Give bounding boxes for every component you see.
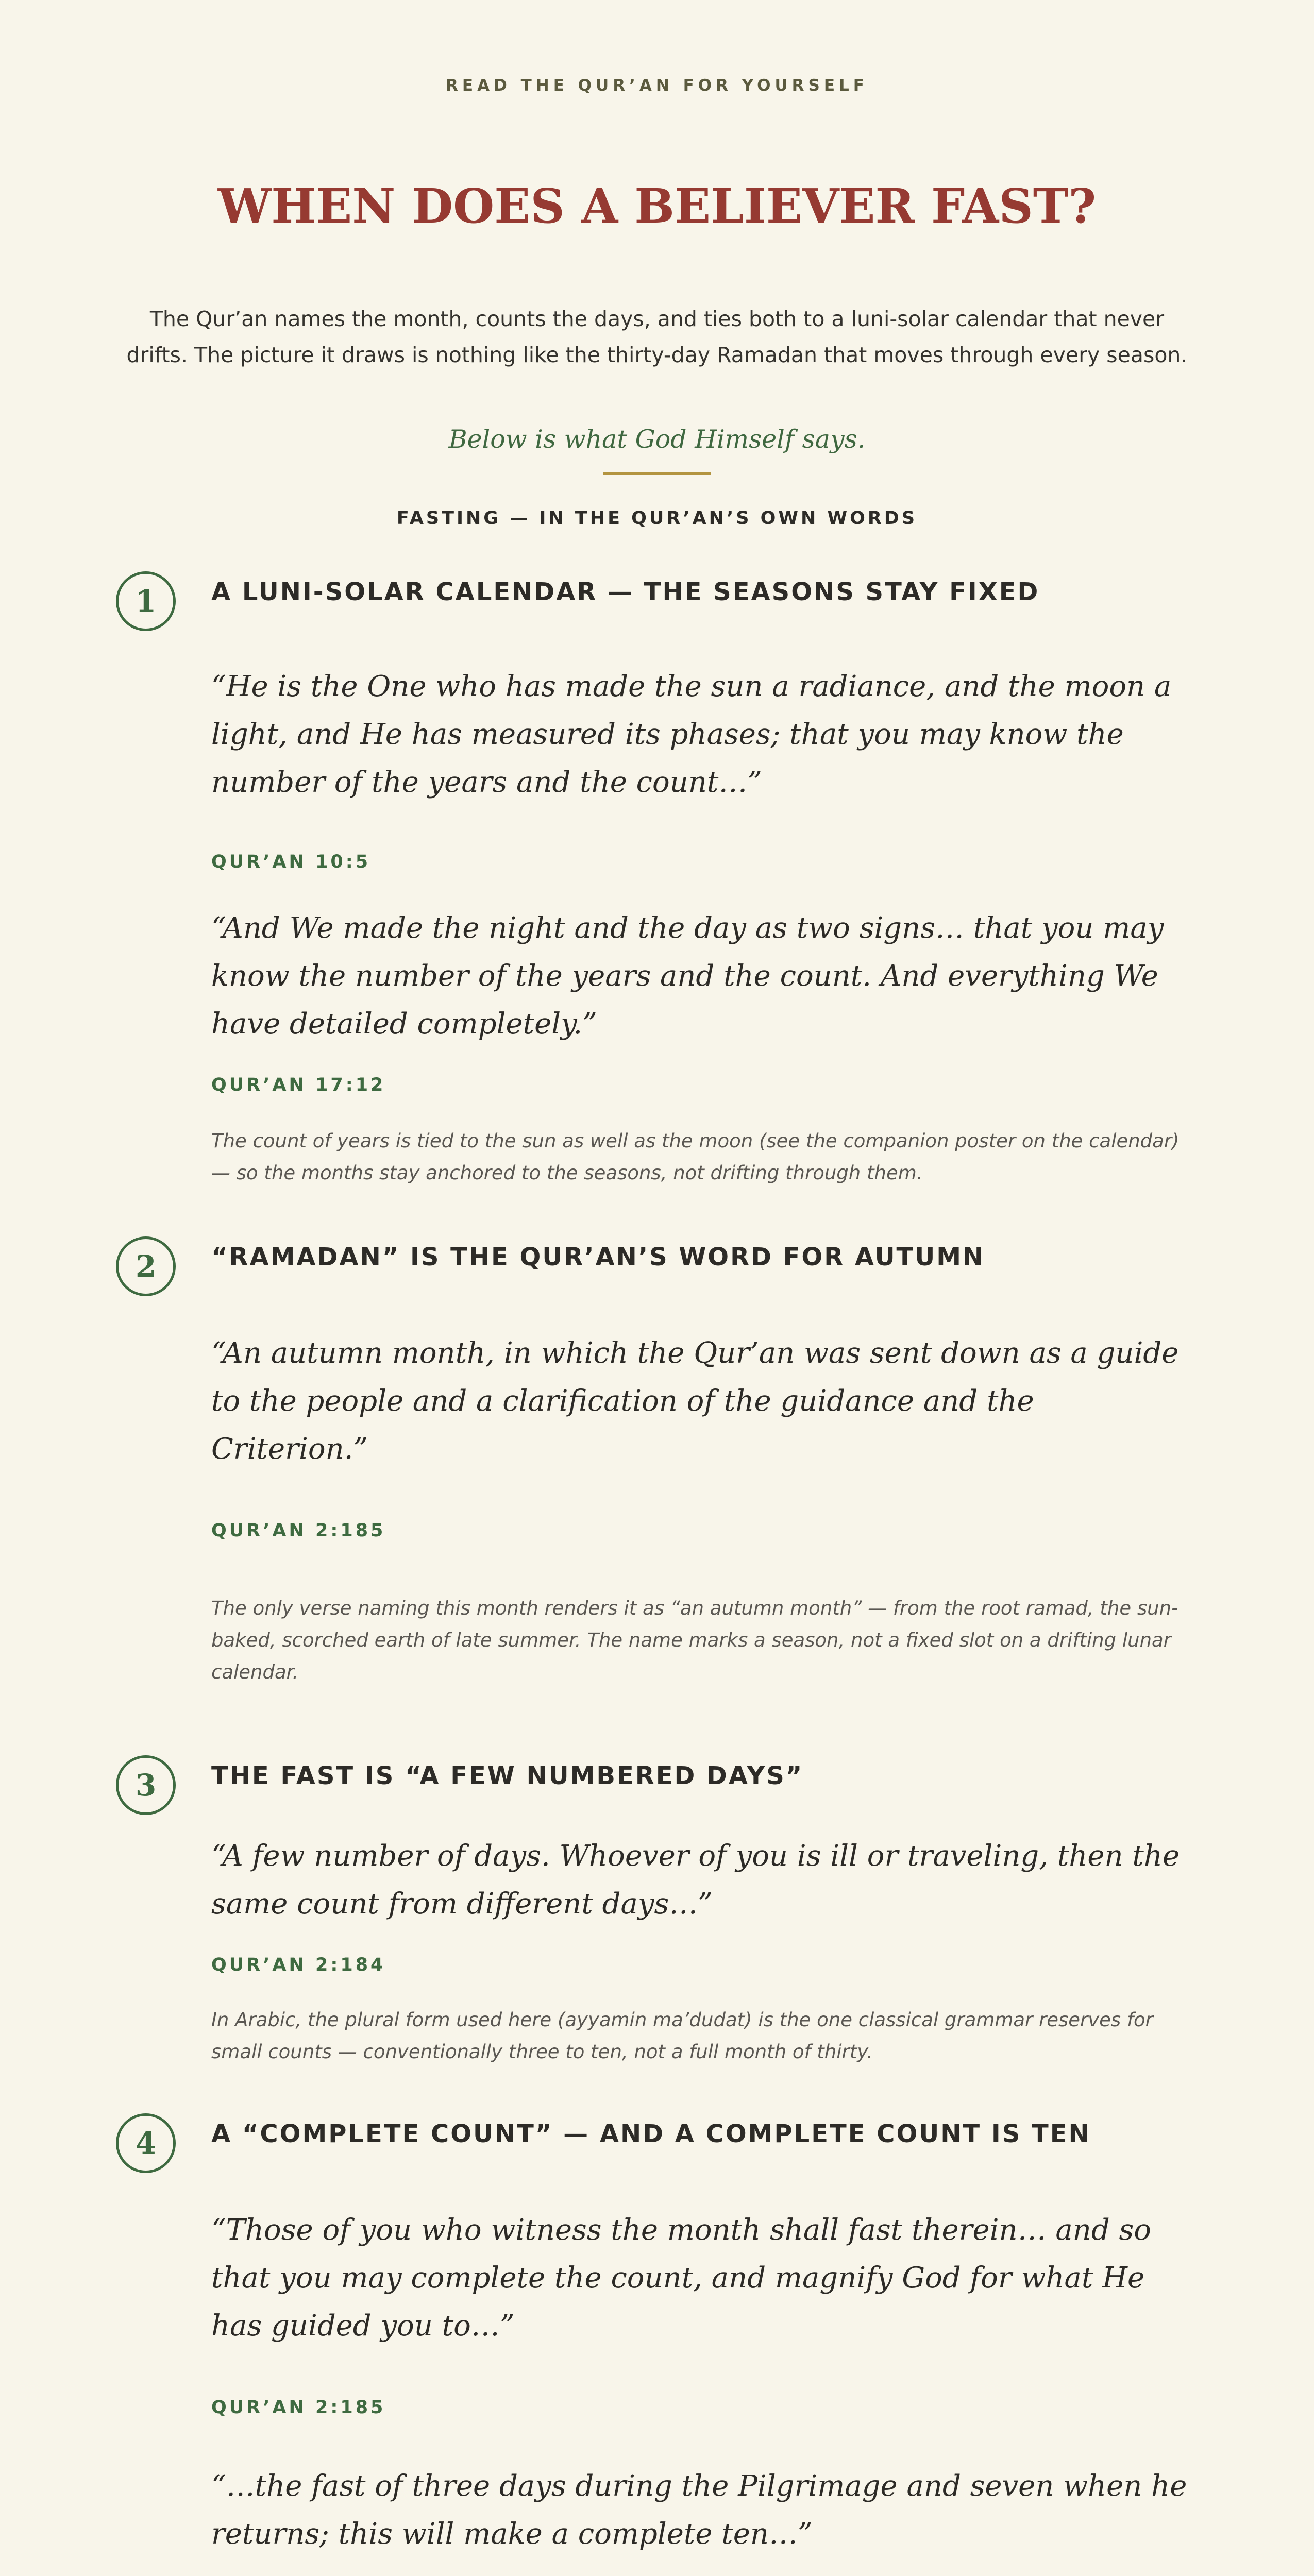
verse-reference: QUR’AN 10:5 xyxy=(211,852,371,873)
item-title: A “COMPLETE COUNT” — AND A COMPLETE COUNT IS TEN xyxy=(211,2120,1091,2149)
intro-paragraph: The Qur’an names the month, counts the days, and ties both to a luni-solar calendar that never drifts. The picture it draws is nothing like the thirty-day Ramadan that moves through every season. xyxy=(126,306,1188,367)
page-title: WHEN DOES A BELIEVER FAST? xyxy=(217,178,1097,234)
commentary-note: In Arabic, the plural form used here (ayyamin ma’dudat) is the one classical grammar reserves for small counts — conventionally three to ten, not a full month of thirty. xyxy=(211,2009,1153,2063)
kicker: READ THE QUR’AN FOR YOURSELF xyxy=(446,76,868,95)
item-title: THE FAST IS “A FEW NUMBERED DAYS” xyxy=(211,1761,804,1790)
scripture-quote: “And We made the night and the day as two signs… that you may know the number of the years and the count. And everything We have detailed completely.” xyxy=(211,911,1164,1041)
item-3 xyxy=(116,1761,1198,2069)
number-badge: 4 xyxy=(116,2113,176,2173)
item-4 xyxy=(116,2120,1198,2576)
scripture-quote: “…the fast of three days during the Pilgrimage and seven when he returns; this will make a complete ten…” xyxy=(211,2469,1187,2551)
number-badge: 1 xyxy=(116,571,176,631)
item-1 xyxy=(116,578,1198,1190)
subhead: Below is what God Himself says. xyxy=(448,424,866,454)
section-label: FASTING — IN THE QUR’AN’S OWN WORDS xyxy=(396,507,918,529)
commentary-note: The only verse naming this month renders it as “an autumn month” — from the root ramad, the sun-baked, scorched earth of late summer. The name marks a season, not a fixed slot on a drifting lunar calendar. xyxy=(211,1597,1178,1683)
item-title: “RAMADAN” IS THE QUR’AN’S WORD FOR AUTUMN xyxy=(211,1243,985,1272)
scripture-quote: “A few number of days. Whoever of you is ill or traveling, then the same count from different days…” xyxy=(211,1839,1180,1921)
number-badge: 2 xyxy=(116,1236,176,1296)
item-title: A LUNI-SOLAR CALENDAR — THE SEASONS STAY FIXED xyxy=(211,577,1040,606)
scripture-quote: “An autumn month, in which the Qur’an was sent down as a guide to the people and a clarification of the guidance and the Criterion.” xyxy=(211,1336,1179,1466)
gold-divider xyxy=(603,472,711,475)
verse-reference: QUR’AN 17:12 xyxy=(211,1075,386,1096)
verse-reference: QUR’AN 2:185 xyxy=(211,1520,386,1541)
scripture-quote: “He is the One who has made the sun a radiance, and the moon a light, and He has measured its phases; that you may know the number of the years and the count…” xyxy=(211,670,1172,800)
verse-reference: QUR’AN 2:185 xyxy=(211,2397,386,2418)
number-badge: 3 xyxy=(116,1755,176,1815)
verse-reference: QUR’AN 2:184 xyxy=(211,1955,386,1976)
item-2 xyxy=(116,1243,1198,1688)
scripture-quote: “Those of you who witness the month shall fast therein… and so that you may complete the count, and magnify God for what He has guided you to…” xyxy=(211,2213,1151,2343)
commentary-note: The count of years is tied to the sun as well as the moon (see the companion poster on the calendar) — so the months stay anchored to the seasons, not drifting through them. xyxy=(211,1130,1180,1184)
